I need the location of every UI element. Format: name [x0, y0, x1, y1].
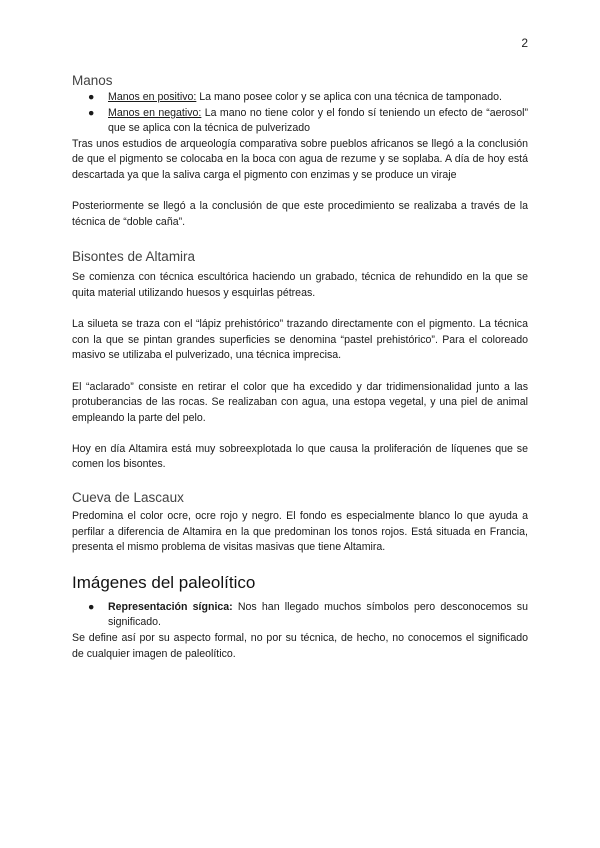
paragraph: Se comienza con técnica escultórica haciendo un grabado, técnica de rehundido en la que se quita material utilizando huesos y esquirlas pétreas.	[72, 271, 528, 299]
page-number: 2	[521, 36, 528, 50]
document-body	[72, 72, 528, 662]
list-item	[72, 106, 528, 137]
manos-bullet-list	[72, 90, 528, 137]
paragraph: El “aclarado” consiste en retirar el color que ha excedido y dar tridimensionalidad junto a las protuberancias de las rocas. Se realizaban con agua, una estopa vegetal, y una piel de animal empleando la parte del pelo.	[72, 380, 528, 424]
bullet-text: La mano no tiene color y el fondo sí teniendo un efecto de “aerosol” que se aplica con la técnica de pulverizado	[108, 106, 528, 135]
section-heading-manos: Manos	[72, 73, 113, 88]
section-heading-imagenes: Imágenes del paleolítico	[72, 572, 256, 592]
paragraph: Posteriormente se llegó a la conclusión de que este procedimiento se realizaba a través de la técnica de “doble caña”.	[72, 200, 528, 228]
bullet-text: Nos han llegado muchos símbolos pero desconocemos su significado.	[108, 600, 528, 629]
section-heading-lascaux: Cueva de Lascaux	[72, 490, 184, 506]
bullet-term: Manos en negativo:	[108, 106, 202, 119]
bullet-icon: ●	[88, 600, 95, 613]
bullet-icon: ●	[88, 91, 95, 103]
list-item	[72, 90, 528, 106]
paragraph: La silueta se traza con el “lápiz prehistórico” trazando directamente con el pigmento. La técnica con la que se pintan grandes superficies se denomina “pastel prehistórico”. Para el coloreado masivo se utilizaba el pulverizado, una técnica imprecisa.	[72, 318, 528, 362]
paragraph: Se define así por su aspecto formal, no por su técnica, de hecho, no conocemos el significado de cualquier imagen de paleolítico.	[72, 632, 528, 660]
paragraph: Tras unos estudios de arqueología comparativa sobre pueblos africanos se llegó a la conclusión de que el pigmento se colocaba en la boca con agua de rezume y se soplaba. A día de hoy está descartada ya que la saliva carga el pigmento con enzimas y se produce un viraje	[72, 137, 528, 181]
bullet-text: La mano posee color y se aplica con una técnica de tamponado.	[196, 91, 502, 103]
section-heading-bisontes: Bisontes de Altamira	[72, 249, 196, 265]
bullet-term: Manos en positivo:	[108, 91, 197, 103]
bullet-term: Representación sígnica:	[108, 600, 233, 613]
list-item	[72, 600, 528, 631]
bullet-icon: ●	[88, 106, 95, 119]
imagenes-bullet-list	[72, 600, 528, 631]
paragraph: Hoy en día Altamira está muy sobreexplotada lo que causa la proliferación de líquenes que se comen los bisontes.	[72, 442, 528, 471]
paragraph: Predomina el color ocre, ocre rojo y negro. El fondo es especialmente blanco lo que ayuda a perfilar a diferencia de Altamira en la que predominan los tonos rojos. Está situada en Francia, presenta el mismo problema de visitas masivas que tiene Altamira.	[72, 510, 528, 554]
